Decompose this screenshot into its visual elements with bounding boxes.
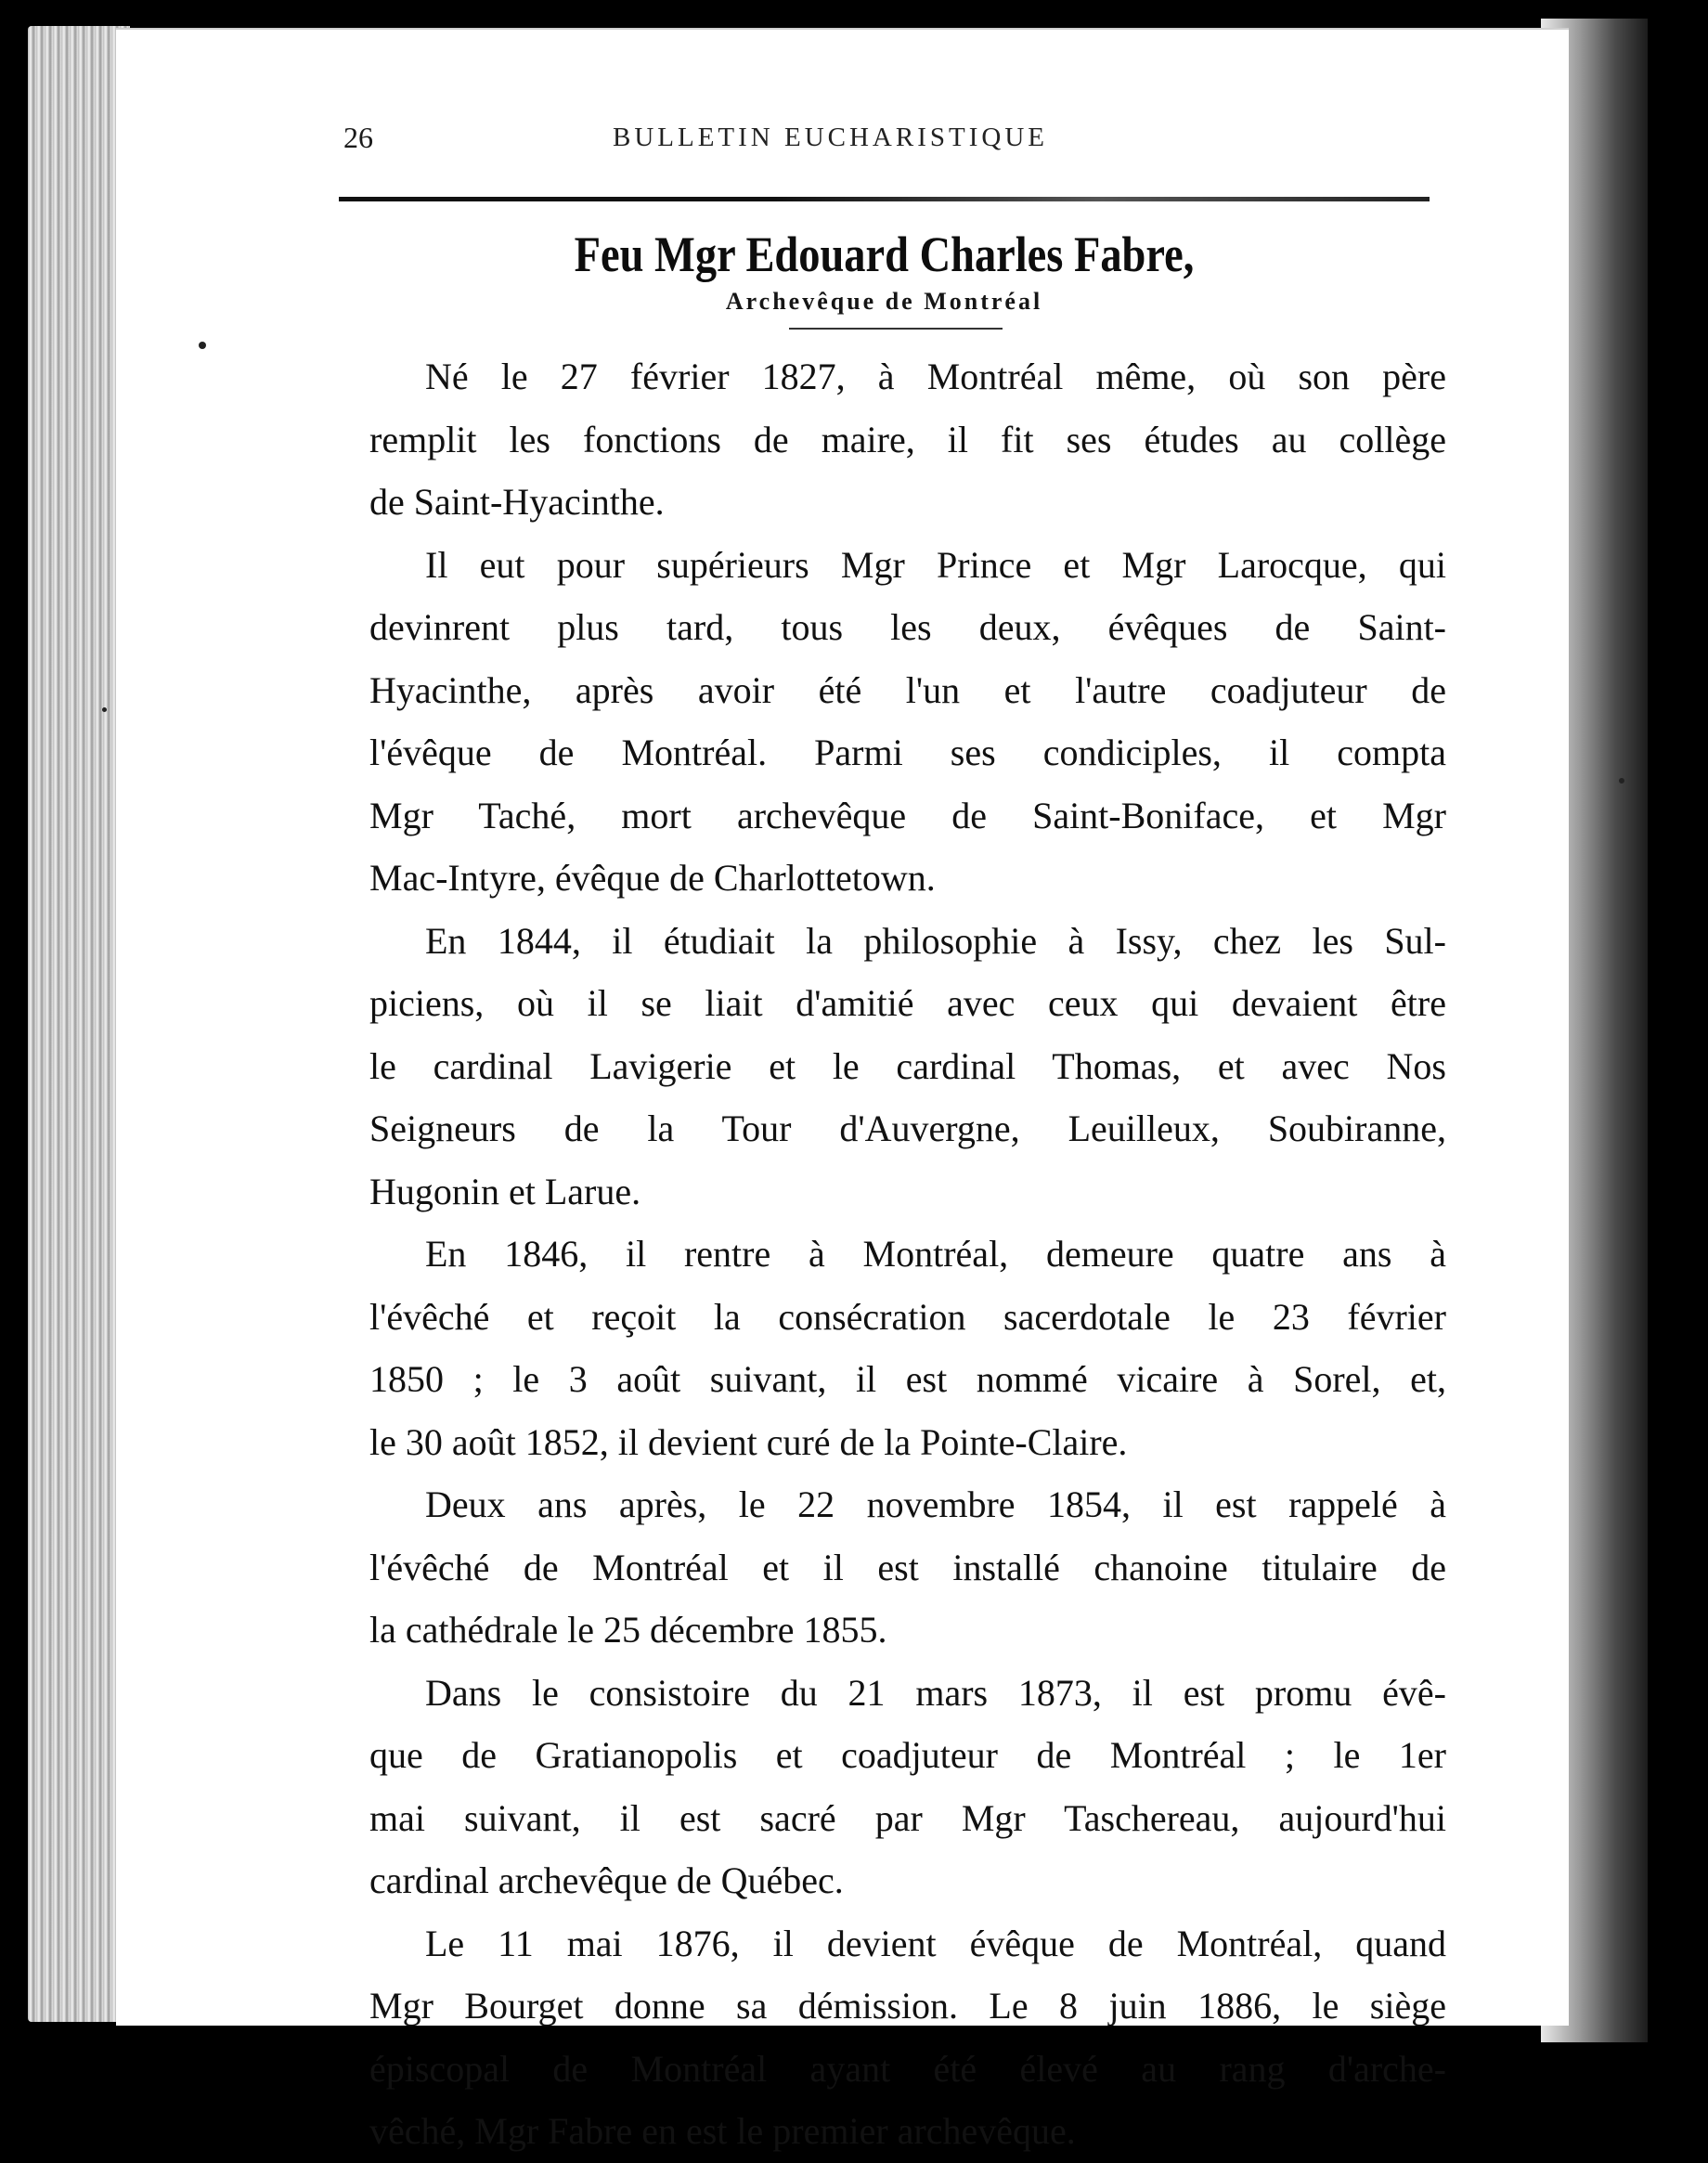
text-line: Seigneurs de la Tour d'Auvergne, Leuilleux, Soubiranne, (369, 1107, 1446, 1149)
text-line: Deux ans après, le 22 novembre 1854, il est rappelé à (425, 1483, 1446, 1525)
text-line: Hugonin et Larue. (369, 1170, 641, 1212)
paragraph (369, 1223, 1446, 1473)
text-line: épiscopal de Montréal ayant été élevé au rang d'arche- (369, 2047, 1446, 2090)
running-head (223, 121, 1430, 167)
text-line: Mac-Intyre, évêque de Charlottetown. (369, 857, 936, 899)
text-line: le cardinal Lavigerie et le cardinal Thomas, et avec Nos (369, 1044, 1446, 1087)
print-speck (199, 342, 206, 349)
article-body (369, 345, 1446, 2163)
text-line: remplit les fonctions de maire, il fit ses études au collège (369, 418, 1446, 460)
header-rule (339, 197, 1430, 201)
text-line: vêché, Mgr Fabre en est le premier archevêque. (369, 2110, 1076, 2152)
paragraph (369, 1662, 1446, 1912)
text-line: piciens, où il se liait d'amitié avec ceux qui devaient être (369, 982, 1446, 1024)
text-line: Mgr Bourget donne sa démission. Le 8 juin 1886, le siège (369, 1985, 1446, 2027)
article-subtitle: Archevêque de Montréal (725, 288, 1043, 315)
text-line: que de Gratianopolis et coadjuteur de Montréal ; le 1er (369, 1734, 1446, 1776)
text-line: Hyacinthe, après avoir été l'un et l'autre coadjuteur de (369, 668, 1446, 711)
title-rule (789, 328, 1003, 330)
text-line: l'évêché et reçoit la consécration sacerdotale le 23 février (369, 1295, 1446, 1338)
text-line: l'évêque de Montréal. Parmi ses condiciples, il compta (369, 732, 1446, 773)
text-line: En 1846, il rentre à Montréal, demeure quatre ans à (425, 1233, 1446, 1275)
running-title: BULLETIN EUCHARISTIQUE (613, 123, 1048, 152)
paragraph (369, 1912, 1446, 2163)
print-speck (102, 707, 107, 712)
text-line: mai suivant, il est sacré par Mgr Taschereau, aujourd'hui (369, 1796, 1446, 1839)
text-line: le 30 août 1852, il devient curé de la Pointe-Claire. (369, 1420, 1128, 1463)
paragraph (369, 534, 1446, 910)
text-line: En 1844, il étudiait la philosophie à Issy, chez les Sul- (425, 919, 1446, 962)
page-edges (28, 26, 130, 2022)
paragraph (369, 910, 1446, 1224)
text-line: la cathédrale le 25 décembre 1855. (369, 1609, 887, 1651)
text-line: de Saint-Hyacinthe. (369, 481, 665, 523)
text-line: 1850 ; le 3 août suivant, il est nommé vicaire à Sorel, et, (369, 1358, 1446, 1400)
print-speck (1619, 778, 1624, 784)
text-line: Né le 27 février 1827, à Montréal même, où son père (425, 356, 1446, 397)
paragraph (369, 1473, 1446, 1662)
text-line: devinrent plus tard, tous les deux, évêques de Saint- (369, 606, 1446, 648)
text-line: cardinal archevêque de Québec. (369, 1859, 844, 1901)
text-line: Mgr Taché, mort archevêque de Saint-Boniface, et Mgr (369, 794, 1446, 836)
text-line: Il eut pour supérieurs Mgr Prince et Mgr Larocque, qui (425, 543, 1446, 586)
text-line: l'évêché de Montréal et il est installé chanoine titulaire de (369, 1546, 1446, 1588)
text-line: Dans le consistoire du 21 mars 1873, il est promu évê- (425, 1671, 1446, 1714)
text-line: Le 11 mai 1876, il devient évêque de Montréal, quand (425, 1922, 1446, 1964)
article-title: Feu Mgr Edouard Charles Fabre, (574, 227, 1195, 282)
page-number: 26 (343, 121, 373, 154)
paragraph (369, 345, 1446, 534)
